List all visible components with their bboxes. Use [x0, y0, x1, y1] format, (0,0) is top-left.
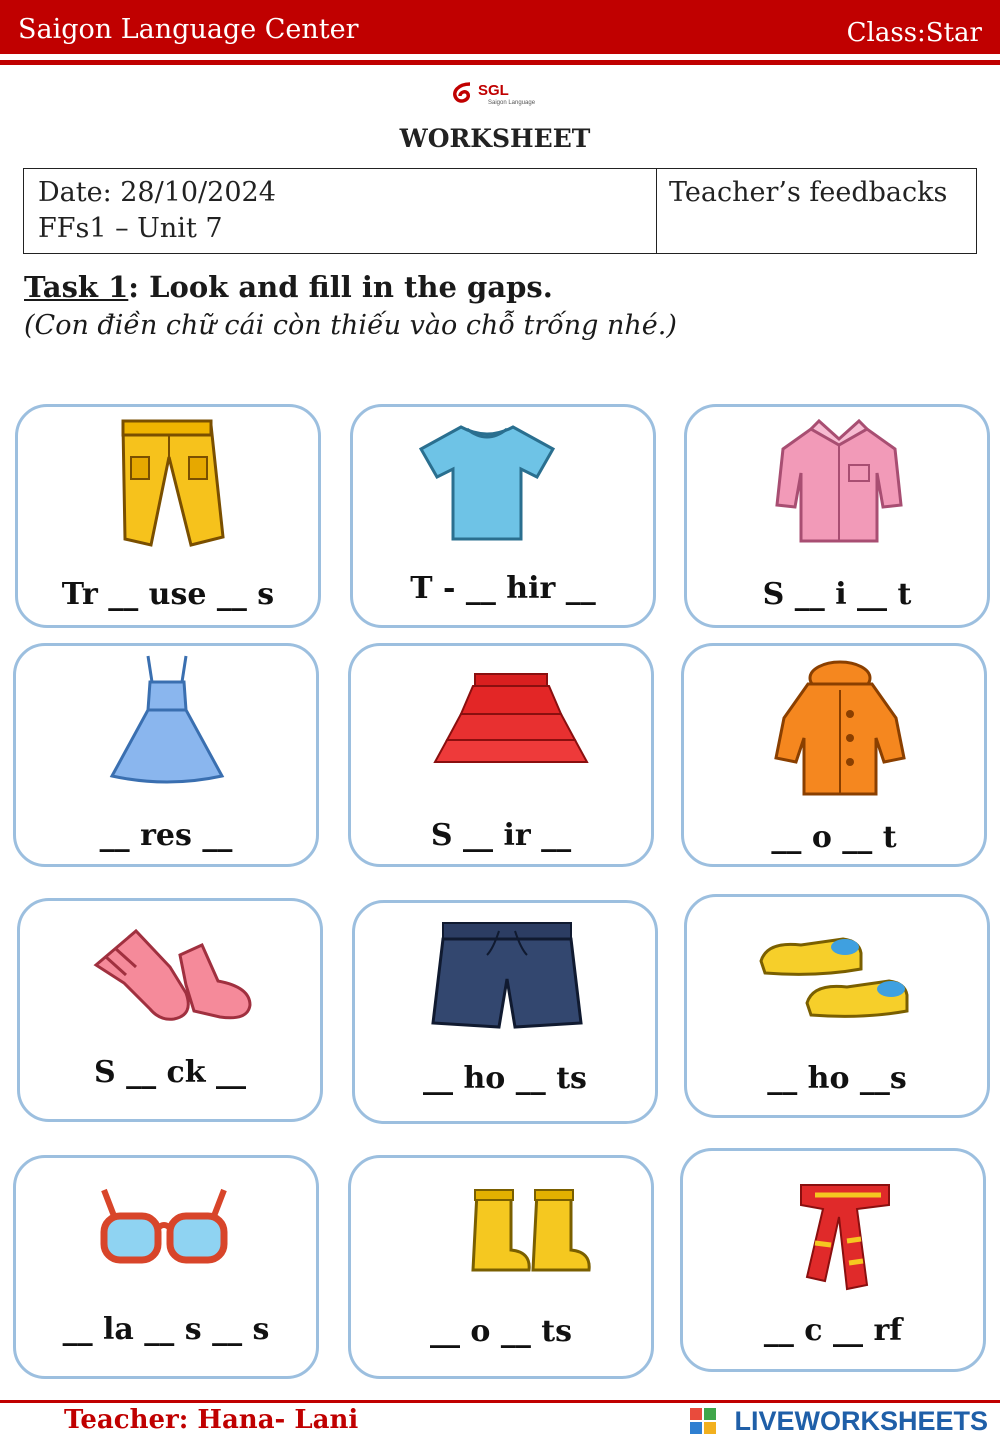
info-table	[23, 168, 977, 254]
unit-text: FFs1 – Unit 7	[38, 213, 223, 244]
shorts-icon	[431, 919, 583, 1031]
word-gap[interactable]: S __ ck __	[93, 1055, 247, 1090]
task-number: Task 1	[24, 270, 129, 304]
logo-text: SGL	[478, 82, 509, 99]
shirt-icon	[771, 415, 907, 545]
card-skirt	[348, 643, 654, 867]
card-shoes	[684, 894, 990, 1118]
word-gap[interactable]: Tr __ use __ s	[61, 577, 275, 612]
socks-icon	[90, 925, 256, 1023]
logo-subtitle: Saigon Language	[488, 100, 536, 106]
skirt-icon	[433, 670, 589, 770]
card-shirt	[684, 404, 990, 628]
word-gap[interactable]: __ la __ s __ s	[62, 1312, 270, 1347]
word-gap[interactable]: __ res __	[99, 818, 233, 853]
word-gap[interactable]: S __ ir __	[430, 818, 572, 853]
word-gap[interactable]: __ o __ t	[771, 820, 897, 855]
date-text: Date: 28/10/2024	[38, 177, 276, 208]
feedback-label: Teacher’s feedbacks	[669, 177, 948, 208]
dress-icon	[102, 652, 232, 788]
coat-icon	[772, 658, 908, 798]
card-shorts	[352, 900, 658, 1124]
word-gap[interactable]: __ ho __ ts	[423, 1061, 587, 1096]
footer-divider	[0, 1400, 1000, 1403]
liveworksheets-brand: LIVEWORKSHEETS	[734, 1406, 988, 1436]
class-name: Class:Star	[846, 18, 982, 48]
boots-icon	[467, 1188, 593, 1278]
card-scarf	[680, 1148, 986, 1372]
card-boots	[348, 1155, 654, 1379]
header-bar	[0, 0, 1000, 54]
card-t-shirt	[350, 404, 656, 628]
task-subtitle: (Con điền chữ cái còn thiếu vào chỗ trống nhé.)	[24, 310, 677, 341]
shoes-icon	[757, 931, 913, 1035]
glasses-icon	[98, 1186, 230, 1272]
word-gap[interactable]: __ ho __s	[767, 1061, 907, 1096]
sgl-logo	[448, 78, 548, 114]
card-coat	[681, 643, 987, 867]
card-socks	[17, 898, 323, 1122]
task-instruction: : Look and fill in the gaps.	[128, 270, 553, 304]
scarf-icon	[795, 1181, 895, 1293]
task-title	[24, 270, 553, 304]
center-name: Saigon Language Center	[18, 14, 359, 45]
card-dress	[13, 643, 319, 867]
trousers-icon	[111, 417, 231, 551]
info-left-cell	[24, 169, 657, 253]
word-gap[interactable]: S __ i __ t	[762, 577, 912, 612]
liveworksheets-logo-icon	[690, 1408, 716, 1434]
word-gap[interactable]: T - __ hir __	[410, 571, 596, 606]
card-trousers	[15, 404, 321, 628]
word-gap[interactable]: __ o __ ts	[429, 1314, 573, 1349]
word-gap[interactable]: __ c __ rf	[763, 1313, 903, 1348]
worksheet-title: WORKSHEET	[399, 124, 591, 153]
sgl-swirl-icon	[448, 80, 478, 110]
header-divider	[0, 60, 1000, 65]
card-glasses	[13, 1155, 319, 1379]
teacher-name: Teacher: Hana- Lani	[64, 1405, 359, 1435]
t-shirt-icon	[417, 421, 557, 545]
